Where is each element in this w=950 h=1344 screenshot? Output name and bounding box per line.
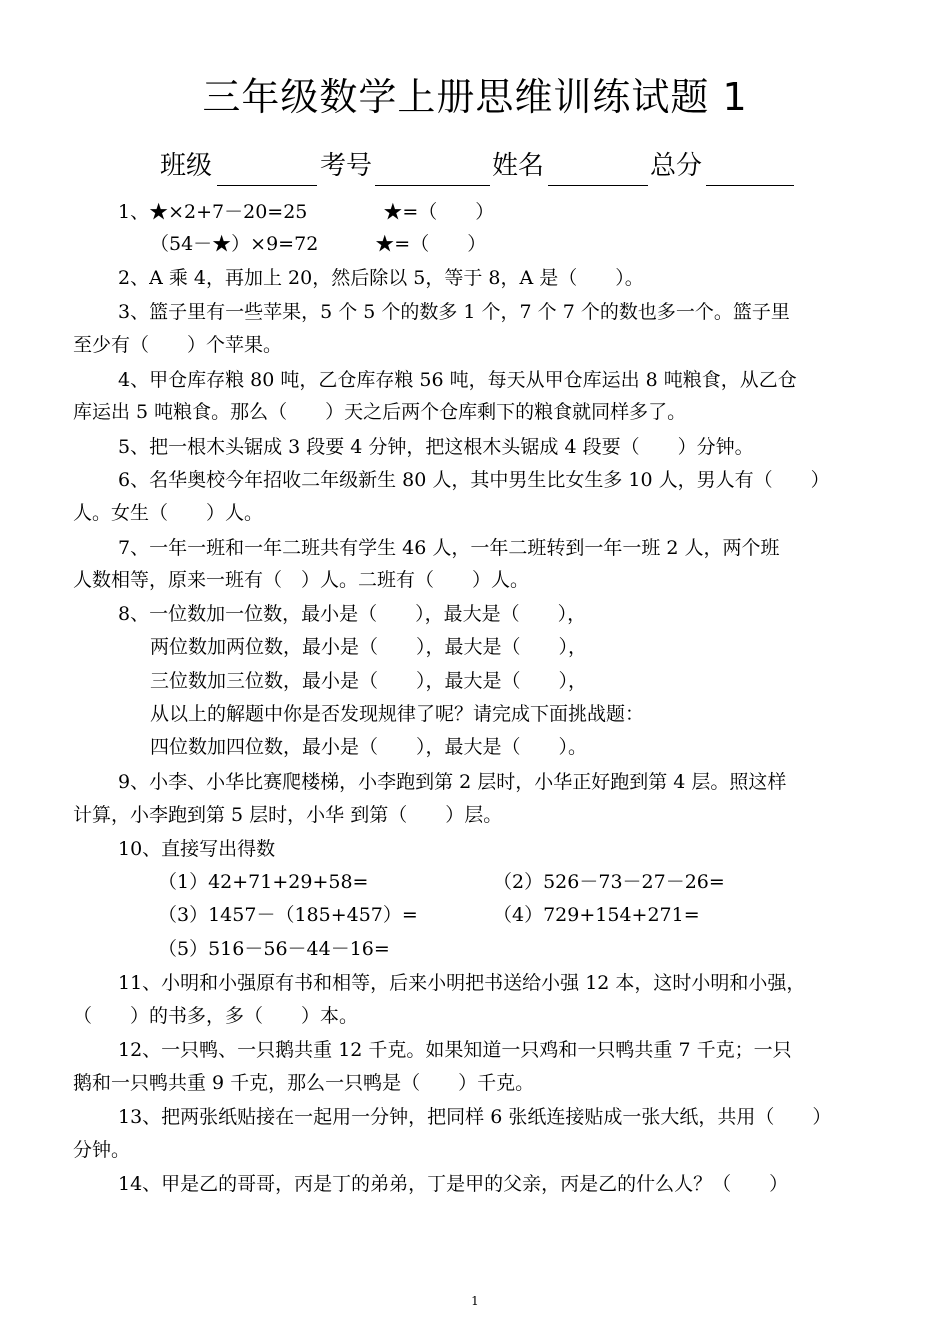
question-8-line-1: 8、一位数加一位数，最小是（ ），最大是（ ）， <box>118 603 587 625</box>
question-11-line-2: （ ）的书多，多（ ）本。 <box>73 1005 359 1027</box>
score-field[interactable] <box>706 185 794 186</box>
question-8-line-3: 三位数加三位数，最小是（ ），最大是（ ）， <box>150 670 588 692</box>
question-1-line-1: 1、★×2+7－20=25 ★=（ ） <box>118 201 495 223</box>
question-13-line-1: 13、把两张纸贴接在一起用一分钟，把同样 6 张纸连接贴成一张大纸，共用（ ） <box>118 1106 832 1128</box>
page-title: 三年级数学上册思维训练试题 1 <box>202 75 748 119</box>
question-10-item-4: （4）729+154+271= <box>493 904 700 926</box>
question-3-line-2: 至少有（ ）个苹果。 <box>73 334 283 356</box>
question-12-line-1: 12、一只鸭、一只鹅共重 12 千克。如果知道一只鸡和一只鸭共重 7 千克；一只 <box>118 1039 792 1061</box>
class-field[interactable] <box>217 185 317 186</box>
question-2: 2、A 乘 4，再加上 20，然后除以 5，等于 8，A 是（ ）。 <box>118 267 644 289</box>
question-9-line-1: 9、小李、小华比赛爬楼梯，小李跑到第 2 层时，小华正好跑到第 4 层。照这样 <box>118 771 787 793</box>
question-9-line-2: 计算，小李跑到第 5 层时，小华 到第（ ）层。 <box>73 804 503 826</box>
class-label: 班级 <box>160 151 213 181</box>
question-7-line-2: 人数相等，原来一班有（ ）人。二班有（ ）人。 <box>73 569 530 591</box>
question-8-line-2: 两位数加两位数，最小是（ ），最大是（ ）， <box>150 636 588 658</box>
exam-no-label: 考号 <box>320 151 373 181</box>
question-8-line-5: 四位数加四位数，最小是（ ），最大是（ ）。 <box>150 736 588 758</box>
question-10-heading: 10、直接写出得数 <box>118 838 276 860</box>
name-field[interactable] <box>548 185 648 186</box>
question-6-line-1: 6、名华奥校今年招收二年级新生 80 人，其中男生比女生多 10 人，男人有（ ） <box>118 469 830 491</box>
page-number: 1 <box>471 1294 479 1308</box>
score-label: 总分 <box>650 151 703 181</box>
question-3-line-1: 3、篮子里有一些苹果，5 个 5 个的数多 1 个，7 个 7 个的数也多一个。篮子里 <box>118 301 790 323</box>
question-10-item-1: （1）42+71+29+58= <box>158 871 369 893</box>
question-7-line-1: 7、一年一班和一年二班共有学生 46 人，一年二班转到一年一班 2 人，两个班 <box>118 537 780 559</box>
question-4-line-1: 4、甲仓库存粮 80 吨，乙仓库存粮 56 吨，每天从甲仓库运出 8 吨粮食，从乙仓 <box>118 369 797 391</box>
question-6-line-2: 人。女生（ ）人。 <box>73 502 264 524</box>
question-13-line-2: 分钟。 <box>73 1139 131 1161</box>
question-1-line-2: （54－★）×9=72 ★=（ ） <box>150 233 487 255</box>
question-8-line-4: 从以上的解题中你是否发现规律了呢？请完成下面挑战题： <box>150 703 645 725</box>
name-label: 姓名 <box>492 151 545 181</box>
question-10-item-2: （2）526－73－27－26= <box>493 871 725 893</box>
question-5: 5、把一根木头锯成 3 段要 4 分钟，把这根木头锯成 4 段要（ ）分钟。 <box>118 436 754 458</box>
question-11-line-1: 11、小明和小强原有书和相等，后来小明把书送给小强 12 本，这时小明和小强， <box>118 972 806 994</box>
question-4-line-2: 库运出 5 吨粮食。那么（ ）天之后两个仓库剩下的粮食就同样多了。 <box>73 401 687 423</box>
student-info-row <box>160 145 820 189</box>
question-14: 14、甲是乙的哥哥，丙是丁的弟弟，丁是甲的父亲，丙是乙的什么人？（ ） <box>118 1173 789 1195</box>
question-10-item-5: （5）516－56－44－16= <box>158 938 390 960</box>
question-12-line-2: 鹅和一只鸭共重 9 千克，那么一只鸭是（ ）千克。 <box>73 1072 535 1094</box>
exam-no-field[interactable] <box>375 185 490 186</box>
question-10-item-3: （3）1457－（185+457）= <box>158 904 418 926</box>
